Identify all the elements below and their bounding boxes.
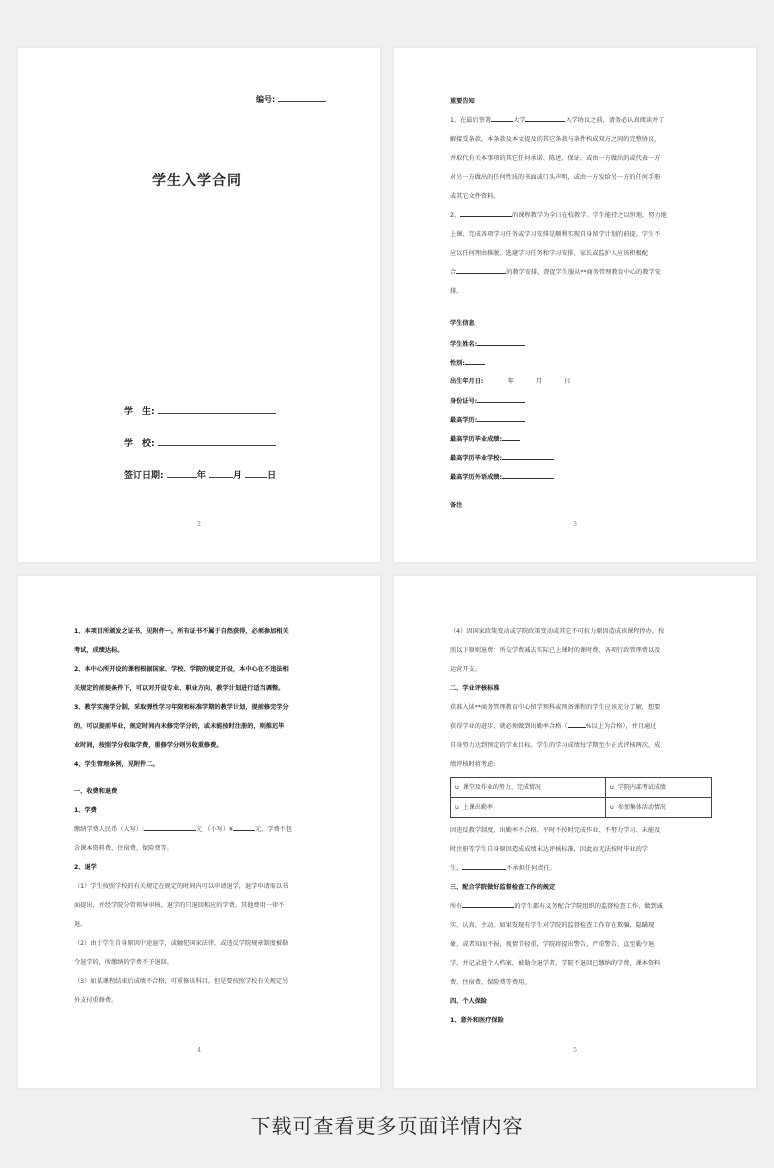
text-line: 退。 [74, 921, 87, 928]
text-line: 自身努力达到预定的学业目标。学生的学习成绩每学期至少正式评核两次，成 [450, 742, 661, 749]
notice-paragraph-2 [450, 206, 706, 225]
sign-date-label: 签订日期: [124, 471, 164, 481]
text-line: 解接受条款。本条款及本文提及的其它条款与条件构成双方之间的完整协议， [450, 136, 661, 143]
info-edu-grade [450, 433, 520, 443]
contract-number-blank [278, 92, 326, 102]
text-line: 2、本中心所开设的课程根据国家、学校、学院的规定开设，本中心在不违法相 [74, 666, 289, 673]
text-line: 运营开支。 [450, 666, 481, 673]
text-line [450, 897, 716, 916]
page-number: 5 [573, 1047, 577, 1054]
text-span: 元，学费不包 [255, 826, 293, 833]
text-line: 象，或者知而不报，视情节轻重，学院将提出警告、严重警告、直至勒令退 [450, 941, 655, 948]
page-number: 2 [197, 521, 201, 528]
terms-section [74, 622, 340, 1010]
text-span: 的课程教学为全日在校教学。学生能持之以恒地、努力地 [512, 212, 667, 219]
page-number: 4 [197, 1047, 201, 1054]
text-line: 含课本资料费、住宿费、保险费等。 [74, 845, 173, 852]
bullet-mark: u [455, 784, 459, 791]
bullet-mark: u [610, 784, 614, 791]
blank-line [491, 114, 513, 122]
blank-line [477, 395, 525, 403]
info-gender [450, 357, 485, 367]
label: 最高学历: [450, 417, 478, 424]
label: 最高学历外语成绩: [450, 474, 502, 481]
text-line: 排。 [450, 288, 463, 295]
evaluation-table [450, 777, 712, 818]
text-span: 年 [507, 378, 514, 385]
subsection-heading: 2、退学 [74, 864, 97, 871]
text-line: （3）如某课程结束后成绩不合格，可重修该科目。但是要按照学校有关规定另 [74, 978, 289, 985]
info-id-number [450, 395, 525, 405]
document-page-notice [394, 48, 756, 562]
subsection-heading: 1、学费 [74, 807, 97, 814]
table-cell [451, 778, 606, 798]
student-info-heading: 学生信息 [450, 320, 475, 327]
document-page-cover [18, 48, 380, 562]
school-blank [158, 436, 276, 446]
blank-line [465, 357, 485, 365]
blank-line [462, 900, 514, 908]
spacer [74, 774, 340, 782]
text-line: 3、教学实施学分制，采取弹性学习年限和标准学期的教学计划，提前修完学分 [74, 704, 289, 711]
student-blank [158, 404, 276, 414]
document-page-terms-2 [394, 576, 756, 1088]
bullet-mark: u [610, 804, 614, 811]
text-line: 业时间，按照学分收取学费，重修学分则另收重修费。 [74, 742, 223, 749]
school-label: 学 校: [124, 439, 155, 449]
month-label: 月 [232, 471, 242, 481]
text-line: 上课、完成各项学习任务或学习安排是顺利实现自身留学计划的前提。学生不 [450, 231, 661, 238]
label: 最高学历毕业成绩: [450, 436, 502, 443]
text-line: 费、住宿费、保险费等费用。 [450, 979, 531, 986]
year-blank [167, 468, 197, 478]
blank-line [502, 471, 554, 479]
table-cell [451, 798, 606, 818]
text-line: 4、学生管理条例，见附件二。 [74, 761, 159, 768]
text-line: 并取代有关本事项的其它任何承诺、陈述、保证、或由一方做出的或代表一方 [450, 155, 661, 162]
year-label: 年 [196, 471, 206, 481]
text-line [450, 859, 716, 878]
blank-line [568, 720, 586, 728]
text-span: 的学生都有义务配合学院组织的监督检查工作，做到诚 [514, 903, 663, 910]
text-line: 绩评核时将考虑: [450, 761, 496, 768]
text-line: （4）因国家政策变动或学院政策变动或其它不可抗力原因造成该课程停办，按 [450, 628, 665, 635]
text-line: 对另一方做出的任何性质的书面或口头声明，或由一方发给另一方的任何手册 [450, 174, 661, 181]
text-line: 1、本项目所颁发之证书，见附件一。所有证书不属于自然获得，必须参加相关 [74, 628, 289, 635]
section-heading: 四、个人保险 [450, 998, 488, 1005]
text-line: （2）由于学生自身原因中途退学，或触犯国家法律，或违反学院规章制度被勒 [74, 940, 289, 947]
cell-text: 课堂及作业的努力、完成情况 [462, 784, 541, 791]
text-line: 面提出，并经学院分管领导审核。退学的只退回相应的学费，其他费用一律不 [74, 902, 285, 909]
text-line: 应以任何理由推脱、逃避学习任务和学习安排，家长或监护人应该积极配 [450, 250, 648, 257]
table-cell [606, 778, 712, 798]
text-line: 外支付重修费。 [74, 997, 118, 1004]
remark-heading: 备注 [450, 502, 463, 509]
label: 学生姓名: [450, 341, 478, 348]
month-blank [209, 468, 233, 478]
text-line: 或其它文件资料。 [450, 193, 500, 200]
text-line: 实、认真、主动。如果发现有学生对学院的监督检查工作存在欺骗、隐瞒现 [450, 922, 655, 929]
text-span: 元 （小写）¥ [196, 826, 233, 833]
section-heading: 三、配合学院做好监督检查工作的规定 [450, 884, 556, 891]
notice-section [450, 92, 706, 301]
terms2-section [450, 622, 716, 1030]
tuition-line [74, 820, 340, 839]
day-label: 日 [267, 471, 277, 481]
info-education [450, 414, 525, 424]
blank-line [144, 823, 196, 831]
text-span: 获得学业的进步，就必须做到出勤率合格（ [450, 723, 568, 730]
cell-text: 上课出勤率 [462, 804, 493, 811]
blank-line [233, 823, 255, 831]
blank-line [477, 338, 525, 346]
text-span: 2、 [450, 212, 461, 219]
blank-line [477, 414, 525, 422]
label: 身份证号: [450, 398, 478, 405]
text-line [450, 263, 706, 282]
blank-line [502, 433, 520, 441]
text-line: 的，可以提前毕业，规定时间内未修完学分的，或未能按时注册的，则推迟毕 [74, 723, 285, 730]
section-heading: 二、学业评核标准 [450, 685, 500, 692]
section-heading: 一、收费和退费 [74, 788, 118, 795]
contract-number-label: 编号: [256, 95, 276, 104]
blank-line [502, 452, 554, 460]
bullet-mark: u [455, 804, 459, 811]
contract-number-field [256, 92, 326, 105]
text-span: 的教学安排，督促学生服从**商务管理教育中心的教学安 [506, 269, 661, 276]
text-span: 月 [535, 378, 543, 385]
text-line: 因违反教学制度、出勤率不合格、平时不按时完成作业、不努力学习、未能及 [450, 827, 661, 834]
table-row [451, 798, 712, 818]
notice-heading: 重要告知 [450, 98, 475, 105]
text-span: 日 [564, 378, 571, 385]
sign-date-field [124, 468, 276, 481]
text-line: 令退学的，所缴纳的学费不予退回。 [74, 959, 173, 966]
text-span: 入学协议之前，请务必认真阅读并了 [565, 117, 665, 124]
text-span: 所有 [450, 903, 463, 910]
text-line: 时注册等学生自身原因造成成绩未达评核标准，因此而无法按时毕业的学 [450, 846, 648, 853]
text-line: 照以下原则退费：所交学费减去实际已上课时的课时费、各项行政管理费以及 [450, 647, 661, 654]
text-span: 大学 [513, 117, 526, 124]
document-title: 学生入学合同 [152, 173, 242, 189]
text-span: 不承担任何责任。 [506, 865, 556, 872]
text-span: 1、在最后签署 [450, 117, 492, 124]
text-span: %以上为合格），并且通过 [585, 723, 657, 730]
school-field [124, 436, 276, 449]
info-name [450, 338, 525, 348]
blank-line [525, 114, 565, 122]
label: 最高学历毕业学校: [450, 455, 502, 462]
label: 性别: [450, 360, 465, 367]
info-edu-school [450, 452, 554, 462]
cell-text: 学院内部考试成绩 [617, 784, 666, 791]
info-birth [450, 376, 570, 385]
info-edu-language [450, 471, 554, 481]
table-cell [606, 798, 712, 818]
text-line: 学，并记录进个人档案，被勒令退学者，学院不退回已缴纳的学费、课本资料 [450, 960, 661, 967]
text-span: 缴纳学费人民币（大写）: [74, 826, 145, 833]
text-span: 合 [450, 269, 457, 276]
download-caption: 下载可查看更多页面详情内容 [250, 1114, 524, 1138]
text-span: 生， [450, 865, 463, 872]
subsection-heading: 1、意外和医疗保险 [450, 1017, 504, 1024]
table-row [451, 778, 712, 798]
student-field [124, 404, 276, 417]
text-line: 获准入读**商务管理教育中心留学预科或预备课程的学生应该充分了解，想要 [450, 704, 661, 711]
text-line: 关规定的前提条件下，可以对开设专业、职业方向、教学计划进行适当调整。 [74, 685, 285, 692]
document-page-terms [18, 576, 380, 1088]
text-line: （1）学生按照学校的有关规定在规定的时间内可以申请退学，退学申请需以书 [74, 883, 289, 890]
attendance-line [450, 717, 716, 736]
blank-line [462, 862, 506, 870]
notice-paragraph-1 [450, 111, 706, 130]
student-label: 学 生: [124, 407, 155, 417]
day-blank [245, 468, 267, 478]
page-number: 3 [573, 521, 577, 528]
text-line: 考试，成绩达标。 [74, 647, 124, 654]
cell-text: 参加集体活动情况 [617, 804, 666, 811]
blank-line [460, 209, 512, 217]
blank-line [456, 266, 506, 274]
label: 出生年月日: [450, 378, 484, 385]
